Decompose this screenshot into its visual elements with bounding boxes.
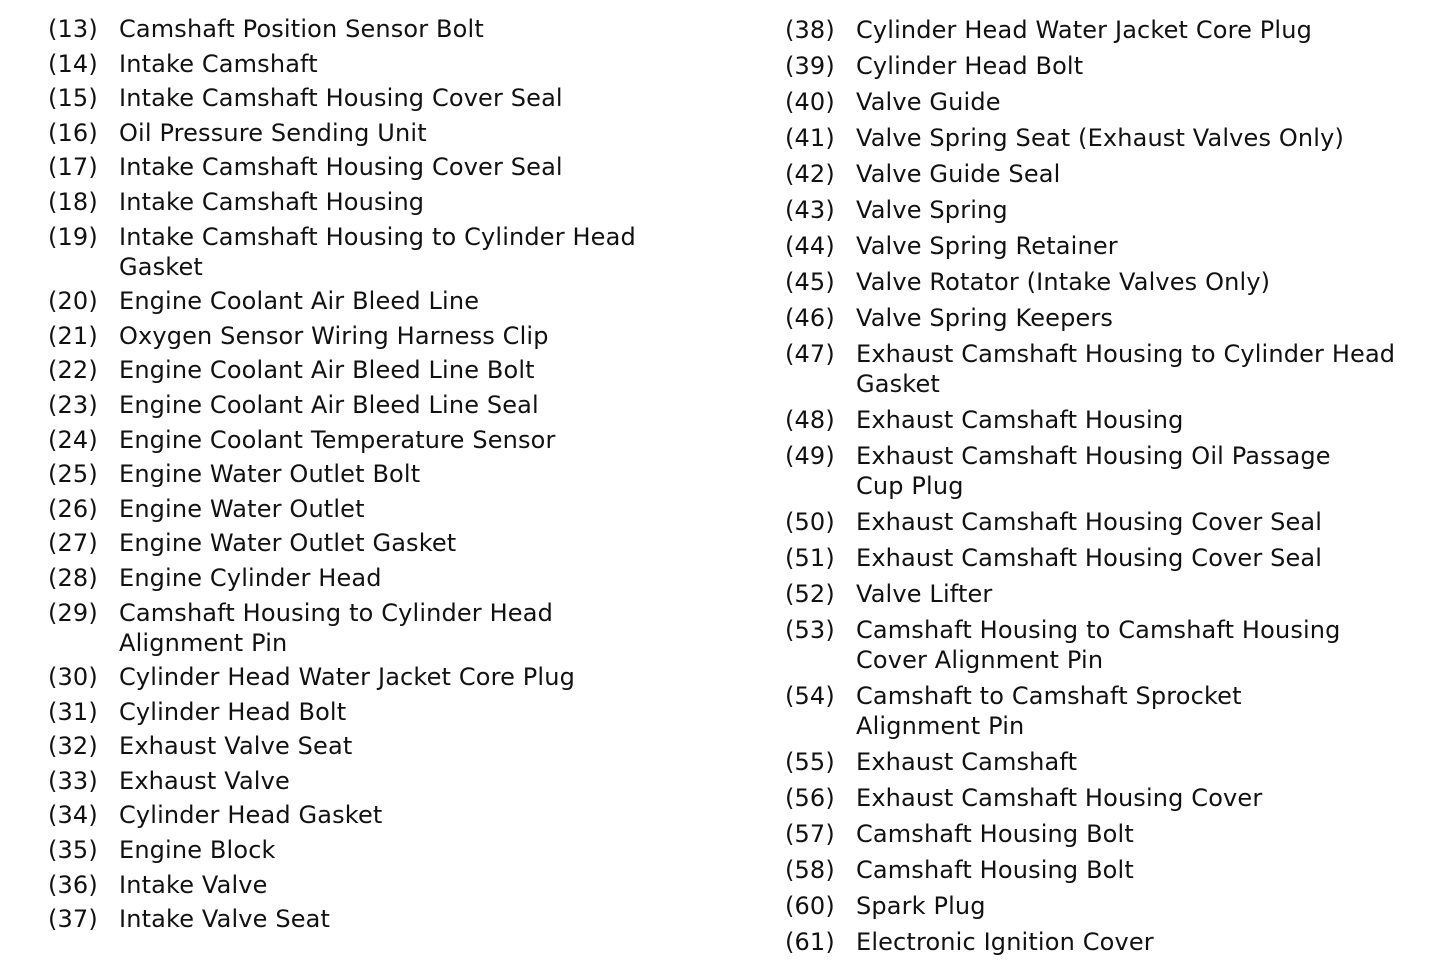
parts-list-item (785, 783, 1425, 813)
part-number: (39) (785, 52, 835, 80)
part-description: Exhaust Camshaft Housing Cover Seal (856, 508, 1323, 536)
part-number: (40) (785, 88, 835, 116)
parts-list-item (48, 222, 738, 282)
part-number: (36) (48, 870, 98, 899)
part-number: (56) (785, 784, 835, 812)
part-number: (57) (785, 820, 835, 848)
parts-list-item (48, 459, 738, 489)
part-description: Engine Coolant Temperature Sensor (119, 425, 556, 454)
part-number: (13) (48, 15, 98, 43)
part-number: (33) (48, 766, 98, 795)
part-description: Engine Coolant Air Bleed Line Bolt (119, 356, 535, 385)
part-description: Cylinder Head Bolt (119, 697, 347, 726)
part-description: Camshaft Housing to Camshaft Housing Cover Alignment Pin (856, 616, 1341, 674)
part-number: (61) (785, 928, 835, 956)
parts-list-item (785, 231, 1425, 261)
part-number: (26) (48, 494, 98, 523)
part-number: (28) (48, 563, 98, 592)
part-description: Intake Camshaft Housing to Cylinder Head Gasket (119, 222, 636, 281)
part-description: Intake Valve (119, 870, 268, 899)
part-number: (43) (785, 196, 835, 224)
part-number: (21) (48, 321, 98, 350)
parts-list-item (785, 681, 1425, 741)
parts-list-left (48, 14, 738, 939)
part-number: (14) (48, 49, 98, 78)
parts-list-item (785, 267, 1425, 297)
part-number: (54) (785, 682, 835, 710)
parts-list-item (48, 118, 738, 148)
part-number: (23) (48, 390, 98, 419)
parts-list-item (785, 15, 1425, 45)
part-description: Exhaust Camshaft Housing (856, 406, 1184, 434)
parts-list-item (48, 494, 738, 524)
parts-list-item (48, 563, 738, 593)
part-description: Exhaust Camshaft Housing Cover Seal (856, 544, 1323, 572)
part-number: (16) (48, 118, 98, 147)
part-description: Exhaust Valve (119, 766, 290, 795)
part-description: Electronic Ignition Cover (856, 928, 1154, 956)
part-description: Exhaust Valve Seat (119, 732, 353, 761)
parts-list-item (48, 187, 738, 217)
part-description: Valve Spring Keepers (856, 304, 1114, 332)
part-number: (46) (785, 304, 835, 332)
part-description: Engine Water Outlet (119, 494, 365, 523)
part-description: Intake Valve Seat (119, 905, 331, 934)
part-number: (31) (48, 697, 98, 726)
part-number: (25) (48, 460, 98, 489)
part-number: (17) (48, 153, 98, 182)
part-number: (48) (785, 406, 835, 434)
part-number: (35) (48, 836, 98, 865)
parts-list-item (785, 747, 1425, 777)
part-description: Valve Guide (856, 88, 1001, 116)
parts-list-item (785, 87, 1425, 117)
parts-list-item (48, 766, 738, 796)
part-number: (47) (785, 340, 835, 368)
part-number: (41) (785, 124, 835, 152)
parts-list-item (48, 286, 738, 316)
part-description: Cylinder Head Water Jacket Core Plug (119, 663, 575, 692)
part-description: Valve Spring (856, 196, 1008, 224)
parts-list-item (48, 731, 738, 761)
parts-list-item (785, 339, 1425, 399)
part-number: (20) (48, 287, 98, 316)
part-description: Oxygen Sensor Wiring Harness Clip (119, 321, 549, 350)
parts-list-item (48, 662, 738, 692)
part-number: (29) (48, 598, 98, 627)
part-description: Oil Pressure Sending Unit (119, 118, 427, 147)
part-description: Engine Water Outlet Bolt (119, 460, 421, 489)
part-description: Camshaft Housing to Cylinder Head Alignment Pin (119, 598, 553, 657)
part-number: (38) (785, 16, 835, 44)
parts-list-item (48, 14, 738, 44)
part-description: Engine Coolant Air Bleed Line Seal (119, 390, 539, 419)
part-description: Intake Camshaft Housing Cover Seal (119, 84, 563, 113)
part-number: (19) (48, 222, 98, 251)
part-number: (51) (785, 544, 835, 572)
parts-list-item (48, 355, 738, 385)
part-description: Cylinder Head Water Jacket Core Plug (856, 16, 1312, 44)
part-description: Cylinder Head Gasket (119, 801, 383, 830)
parts-list-item (785, 51, 1425, 81)
part-description: Exhaust Camshaft Housing Cover (856, 784, 1263, 812)
parts-list-item (48, 528, 738, 558)
part-number: (42) (785, 160, 835, 188)
part-number: (58) (785, 856, 835, 884)
part-description: Valve Spring Retainer (856, 232, 1118, 260)
parts-list-item (48, 835, 738, 865)
parts-list-item (785, 543, 1425, 573)
part-number: (50) (785, 508, 835, 536)
part-description: Exhaust Camshaft (856, 748, 1078, 776)
part-number: (34) (48, 801, 98, 830)
part-description: Valve Guide Seal (856, 160, 1061, 188)
parts-list-item (48, 425, 738, 455)
part-description: Valve Spring Seat (Exhaust Valves Only) (856, 124, 1344, 152)
parts-list-item (48, 697, 738, 727)
part-description: Engine Water Outlet Gasket (119, 529, 457, 558)
part-description: Intake Camshaft (119, 49, 318, 78)
part-number: (37) (48, 905, 98, 934)
part-description: Exhaust Camshaft Housing to Cylinder Head Gasket (856, 340, 1396, 398)
parts-list-item (48, 870, 738, 900)
part-description: Engine Cylinder Head (119, 563, 382, 592)
part-number: (32) (48, 732, 98, 761)
parts-list-item (48, 321, 738, 351)
part-number: (22) (48, 356, 98, 385)
parts-list-item (48, 800, 738, 830)
parts-list-item (785, 615, 1425, 675)
part-description: Valve Rotator (Intake Valves Only) (856, 268, 1271, 296)
part-description: Exhaust Camshaft Housing Oil Passage Cup Plug (856, 442, 1331, 500)
parts-list-right (785, 15, 1425, 963)
part-number: (30) (48, 663, 98, 692)
parts-list-item (48, 49, 738, 79)
part-number: (53) (785, 616, 835, 644)
part-description: Intake Camshaft Housing (119, 187, 425, 216)
parts-list-item (785, 159, 1425, 189)
part-number: (52) (785, 580, 835, 608)
part-description: Camshaft Housing Bolt (856, 820, 1134, 848)
parts-list-item (785, 507, 1425, 537)
part-number: (27) (48, 529, 98, 558)
parts-list-item (48, 598, 738, 658)
parts-list-item (48, 390, 738, 420)
parts-list-item (785, 579, 1425, 609)
parts-list-item (48, 83, 738, 113)
part-number: (24) (48, 425, 98, 454)
part-number: (55) (785, 748, 835, 776)
parts-list-item (48, 152, 738, 182)
part-description: Valve Lifter (856, 580, 993, 608)
parts-list-item (785, 891, 1425, 921)
part-description: Camshaft Housing Bolt (856, 856, 1134, 884)
part-description: Engine Block (119, 836, 276, 865)
part-number: (49) (785, 442, 835, 470)
part-description: Spark Plug (856, 892, 986, 920)
part-description: Camshaft to Camshaft Sprocket Alignment Pin (856, 682, 1242, 740)
part-description: Engine Coolant Air Bleed Line (119, 287, 480, 316)
parts-list-item (785, 927, 1425, 957)
parts-list-item (48, 904, 738, 934)
part-number: (15) (48, 84, 98, 113)
part-number: (45) (785, 268, 835, 296)
parts-list-item (785, 123, 1425, 153)
parts-list-item (785, 195, 1425, 225)
part-number: (44) (785, 232, 835, 260)
parts-list-item (785, 819, 1425, 849)
parts-list-item (785, 405, 1425, 435)
part-number: (18) (48, 187, 98, 216)
parts-list-item (785, 441, 1425, 501)
part-description: Cylinder Head Bolt (856, 52, 1084, 80)
parts-list-item (785, 855, 1425, 885)
part-description: Intake Camshaft Housing Cover Seal (119, 153, 563, 182)
parts-list-item (785, 303, 1425, 333)
part-number: (60) (785, 892, 835, 920)
part-description: Camshaft Position Sensor Bolt (119, 15, 484, 43)
